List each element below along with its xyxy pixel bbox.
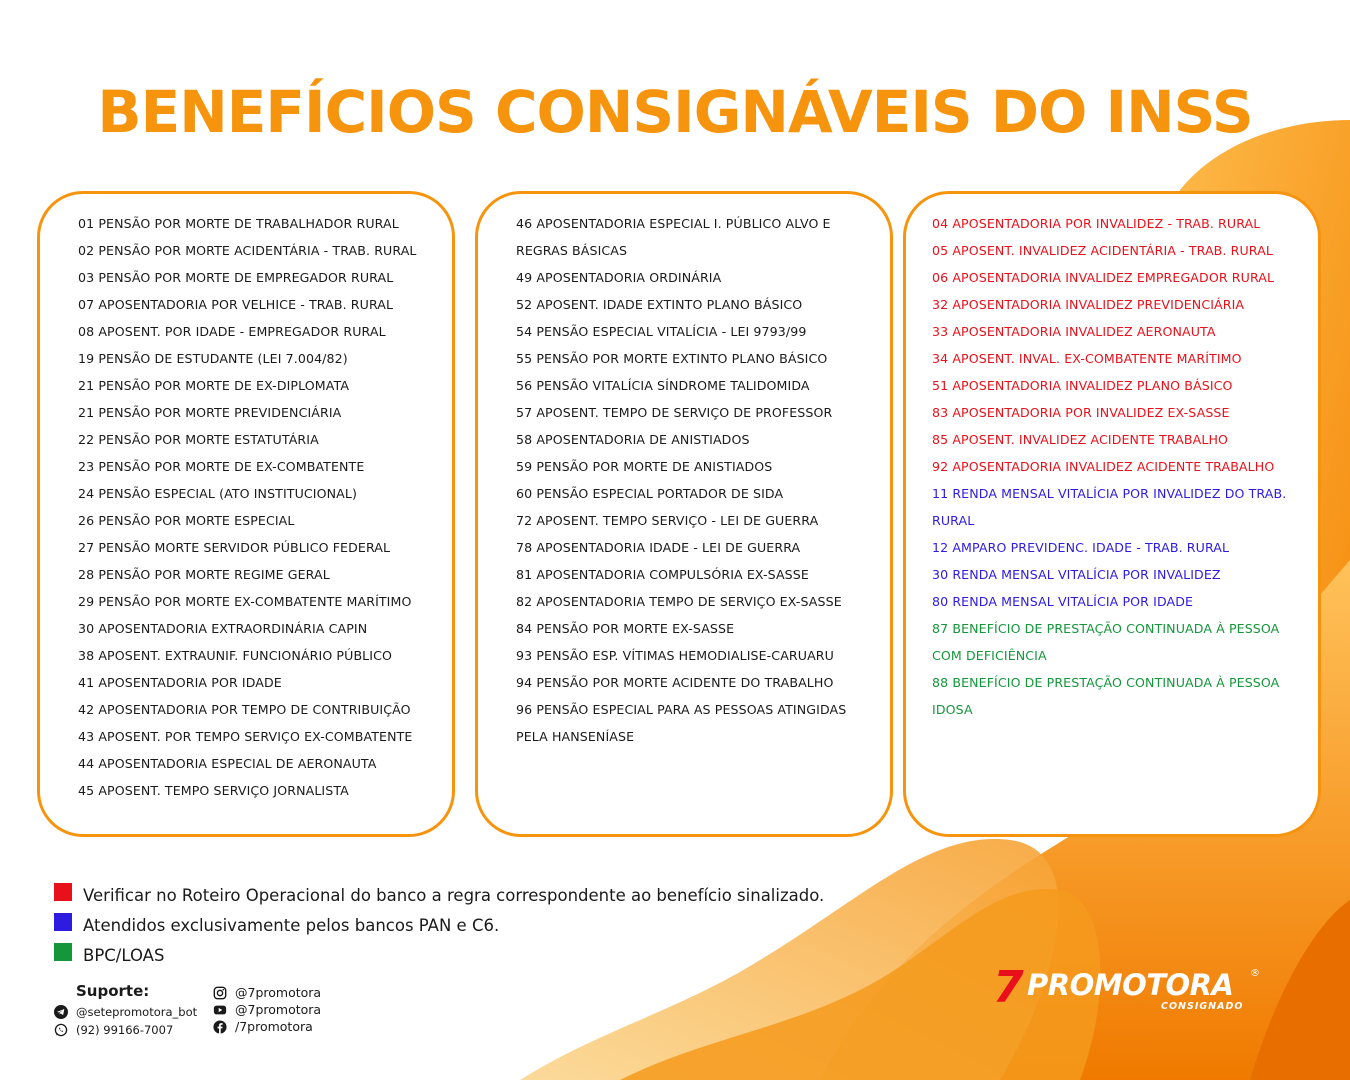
logo-subtitle: CONSIGNADO (1161, 1001, 1244, 1012)
promotora-logo (993, 962, 1263, 1014)
logo-seven: 7 (993, 962, 1024, 1013)
logo-registered: ® (1250, 968, 1260, 979)
legend-green (54, 940, 824, 970)
benefit-item: 42 APOSENTADORIA POR TEMPO DE CONTRIBUIÇÃO (78, 702, 411, 717)
whatsapp-number: (92) 99166-7007 (76, 1023, 174, 1037)
benefit-item: 94 PENSÃO POR MORTE ACIDENTE DO TRABALHO (516, 675, 834, 690)
benefit-item-red: 04 APOSENTADORIA POR INVALIDEZ - TRAB. RURAL (932, 216, 1261, 231)
legend-green-text: BPC/LOAS (83, 945, 165, 965)
page-title: BENEFÍCIOS CONSIGNÁVEIS DO INSS (97, 78, 1253, 146)
benefit-item: 72 APOSENT. TEMPO SERVIÇO - LEI DE GUERRA (516, 513, 819, 528)
benefit-item: 21 PENSÃO POR MORTE DE EX-DIPLOMATA (78, 378, 350, 393)
youtube-icon (213, 1003, 227, 1017)
benefit-item-blue: RURAL (932, 513, 975, 528)
benefit-item: 41 APOSENTADORIA POR IDADE (78, 675, 282, 690)
benefit-item: 45 APOSENT. TEMPO SERVIÇO JORNALISTA (78, 783, 349, 798)
benefit-item: 59 PENSÃO POR MORTE DE ANISTIADOS (516, 459, 773, 474)
benefit-item: 27 PENSÃO MORTE SERVIDOR PÚBLICO FEDERAL (78, 540, 391, 555)
benefit-item: 43 APOSENT. POR TEMPO SERVIÇO EX-COMBATENTE (78, 729, 413, 744)
benefit-item-blue: 12 AMPARO PREVIDENC. IDADE - TRAB. RURAL (932, 540, 1230, 555)
benefit-item-green: 88 BENEFÍCIO DE PRESTAÇÃO CONTINUADA À PESSOA (932, 675, 1280, 690)
benefit-item-red: 85 APOSENT. INVALIDEZ ACIDENTE TRABALHO (932, 432, 1229, 447)
benefit-item: 21 PENSÃO POR MORTE PREVIDENCIÁRIA (78, 405, 342, 420)
instagram-icon (213, 986, 227, 1000)
support-block (54, 982, 197, 1039)
benefit-item: 30 APOSENTADORIA EXTRAORDINÁRIA CAPIN (78, 621, 368, 636)
benefit-list-2 (516, 210, 866, 750)
benefit-item: 49 APOSENTADORIA ORDINÁRIA (516, 270, 722, 285)
benefit-item: 01 PENSÃO POR MORTE DE TRABALHADOR RURAL (78, 216, 399, 231)
benefit-item: 03 PENSÃO POR MORTE DE EMPREGADOR RURAL (78, 270, 394, 285)
red-swatch (54, 883, 72, 901)
benefit-item: 57 APOSENT. TEMPO DE SERVIÇO DE PROFESSOR (516, 405, 833, 420)
youtube-handle: @7promotora (235, 1002, 322, 1017)
green-swatch (54, 943, 72, 961)
instagram-handle: @7promotora (235, 985, 322, 1000)
benefit-item: 52 APOSENT. IDADE EXTINTO PLANO BÁSICO (516, 297, 803, 312)
benefit-item: 56 PENSÃO VITALÍCIA SÍNDROME TALIDOMIDA (516, 378, 810, 393)
social-links (213, 984, 321, 1035)
benefit-item: 46 APOSENTADORIA ESPECIAL I. PÚBLICO ALVO E (516, 216, 831, 231)
telegram-contact[interactable] (54, 1003, 197, 1021)
benefit-item-green: 87 BENEFÍCIO DE PRESTAÇÃO CONTINUADA À PESSOA (932, 621, 1280, 636)
benefit-item: 19 PENSÃO DE ESTUDANTE (LEI 7.004/82) (78, 351, 348, 366)
telegram-handle: @setepromotora_bot (76, 1005, 198, 1019)
youtube-link[interactable] (213, 1001, 321, 1018)
logo-name: PROMOTORA (1027, 968, 1234, 1002)
benefit-item-blue: 30 RENDA MENSAL VITALÍCIA POR INVALIDEZ (932, 567, 1221, 582)
benefit-item-red: 32 APOSENTADORIA INVALIDEZ PREVIDENCIÁRIA (932, 297, 1245, 312)
benefit-list-3 (932, 210, 1292, 723)
benefit-item: 81 APOSENTADORIA COMPULSÓRIA EX-SASSE (516, 567, 809, 582)
color-legend (54, 880, 824, 970)
telegram-icon (54, 1005, 68, 1019)
benefit-item-red: 05 APOSENT. INVALIDEZ ACIDENTÁRIA - TRAB. RURAL (932, 243, 1273, 258)
benefit-item: 29 PENSÃO POR MORTE EX-COMBATENTE MARÍTIMO (78, 594, 412, 609)
blue-swatch (54, 913, 72, 931)
benefit-item-blue: 11 RENDA MENSAL VITALÍCIA POR INVALIDEZ DO TRAB. (932, 486, 1287, 501)
benefit-item: 58 APOSENTADORIA DE ANISTIADOS (516, 432, 750, 447)
benefit-item: 02 PENSÃO POR MORTE ACIDENTÁRIA - TRAB. RURAL (78, 243, 417, 258)
benefit-item: 08 APOSENT. POR IDADE - EMPREGADOR RURAL (78, 324, 386, 339)
benefit-item-green: IDOSA (932, 702, 973, 717)
benefit-item-red: 83 APOSENTADORIA POR INVALIDEZ EX-SASSE (932, 405, 1230, 420)
benefit-item: 78 APOSENTADORIA IDADE - LEI DE GUERRA (516, 540, 801, 555)
benefit-item: 07 APOSENTADORIA POR VELHICE - TRAB. RURAL (78, 297, 394, 312)
benefit-item-red: 06 APOSENTADORIA INVALIDEZ EMPREGADOR RURAL (932, 270, 1275, 285)
benefit-list-1 (78, 210, 438, 804)
benefit-item: 28 PENSÃO POR MORTE REGIME GERAL (78, 567, 330, 582)
benefit-item-red: 34 APOSENT. INVAL. EX-COMBATENTE MARÍTIMO (932, 351, 1242, 366)
benefit-item: 24 PENSÃO ESPECIAL (ATO INSTITUCIONAL) (78, 486, 357, 501)
benefit-item: 60 PENSÃO ESPECIAL PORTADOR DE SIDA (516, 486, 784, 501)
instagram-link[interactable] (213, 984, 321, 1001)
benefit-item: 84 PENSÃO POR MORTE EX-SASSE (516, 621, 735, 636)
benefit-item-red: 92 APOSENTADORIA INVALIDEZ ACIDENTE TRABALHO (932, 459, 1275, 474)
legend-blue (54, 910, 824, 940)
benefit-item-blue: 80 RENDA MENSAL VITALÍCIA POR IDADE (932, 594, 1194, 609)
benefit-item: 44 APOSENTADORIA ESPECIAL DE AERONAUTA (78, 756, 377, 771)
benefit-item-green: COM DEFICIÊNCIA (932, 648, 1047, 663)
facebook-handle: /7promotora (235, 1019, 313, 1034)
benefit-item: 96 PENSÃO ESPECIAL PARA AS PESSOAS ATINGIDAS (516, 702, 847, 717)
benefit-item: 93 PENSÃO ESP. VÍTIMAS HEMODIALISE-CARUARU (516, 648, 834, 663)
benefit-item: 22 PENSÃO POR MORTE ESTATUTÁRIA (78, 432, 319, 447)
benefit-item: 38 APOSENT. EXTRAUNIF. FUNCIONÁRIO PÚBLICO (78, 648, 393, 663)
facebook-link[interactable] (213, 1018, 321, 1035)
whatsapp-icon (54, 1023, 68, 1037)
legend-red (54, 880, 824, 910)
benefit-item: 82 APOSENTADORIA TEMPO DE SERVIÇO EX-SASSE (516, 594, 842, 609)
benefit-item-red: 51 APOSENTADORIA INVALIDEZ PLANO BÁSICO (932, 378, 1233, 393)
benefit-item: REGRAS BÁSICAS (516, 243, 628, 258)
benefit-item: PELA HANSENÍASE (516, 729, 635, 744)
support-title: Suporte: (76, 982, 150, 1000)
whatsapp-contact[interactable] (54, 1021, 197, 1039)
facebook-icon (213, 1020, 227, 1034)
benefit-item: 55 PENSÃO POR MORTE EXTINTO PLANO BÁSICO (516, 351, 828, 366)
legend-red-text: Verificar no Roteiro Operacional do banco a regra correspondente ao benefício sinalizado. (83, 885, 825, 905)
benefit-item: 26 PENSÃO POR MORTE ESPECIAL (78, 513, 295, 528)
benefit-item: 54 PENSÃO ESPECIAL VITALÍCIA - LEI 9793/99 (516, 324, 807, 339)
legend-blue-text: Atendidos exclusivamente pelos bancos PAN e C6. (83, 915, 500, 935)
benefit-item: 23 PENSÃO POR MORTE DE EX-COMBATENTE (78, 459, 365, 474)
benefit-item-red: 33 APOSENTADORIA INVALIDEZ AERONAUTA (932, 324, 1216, 339)
